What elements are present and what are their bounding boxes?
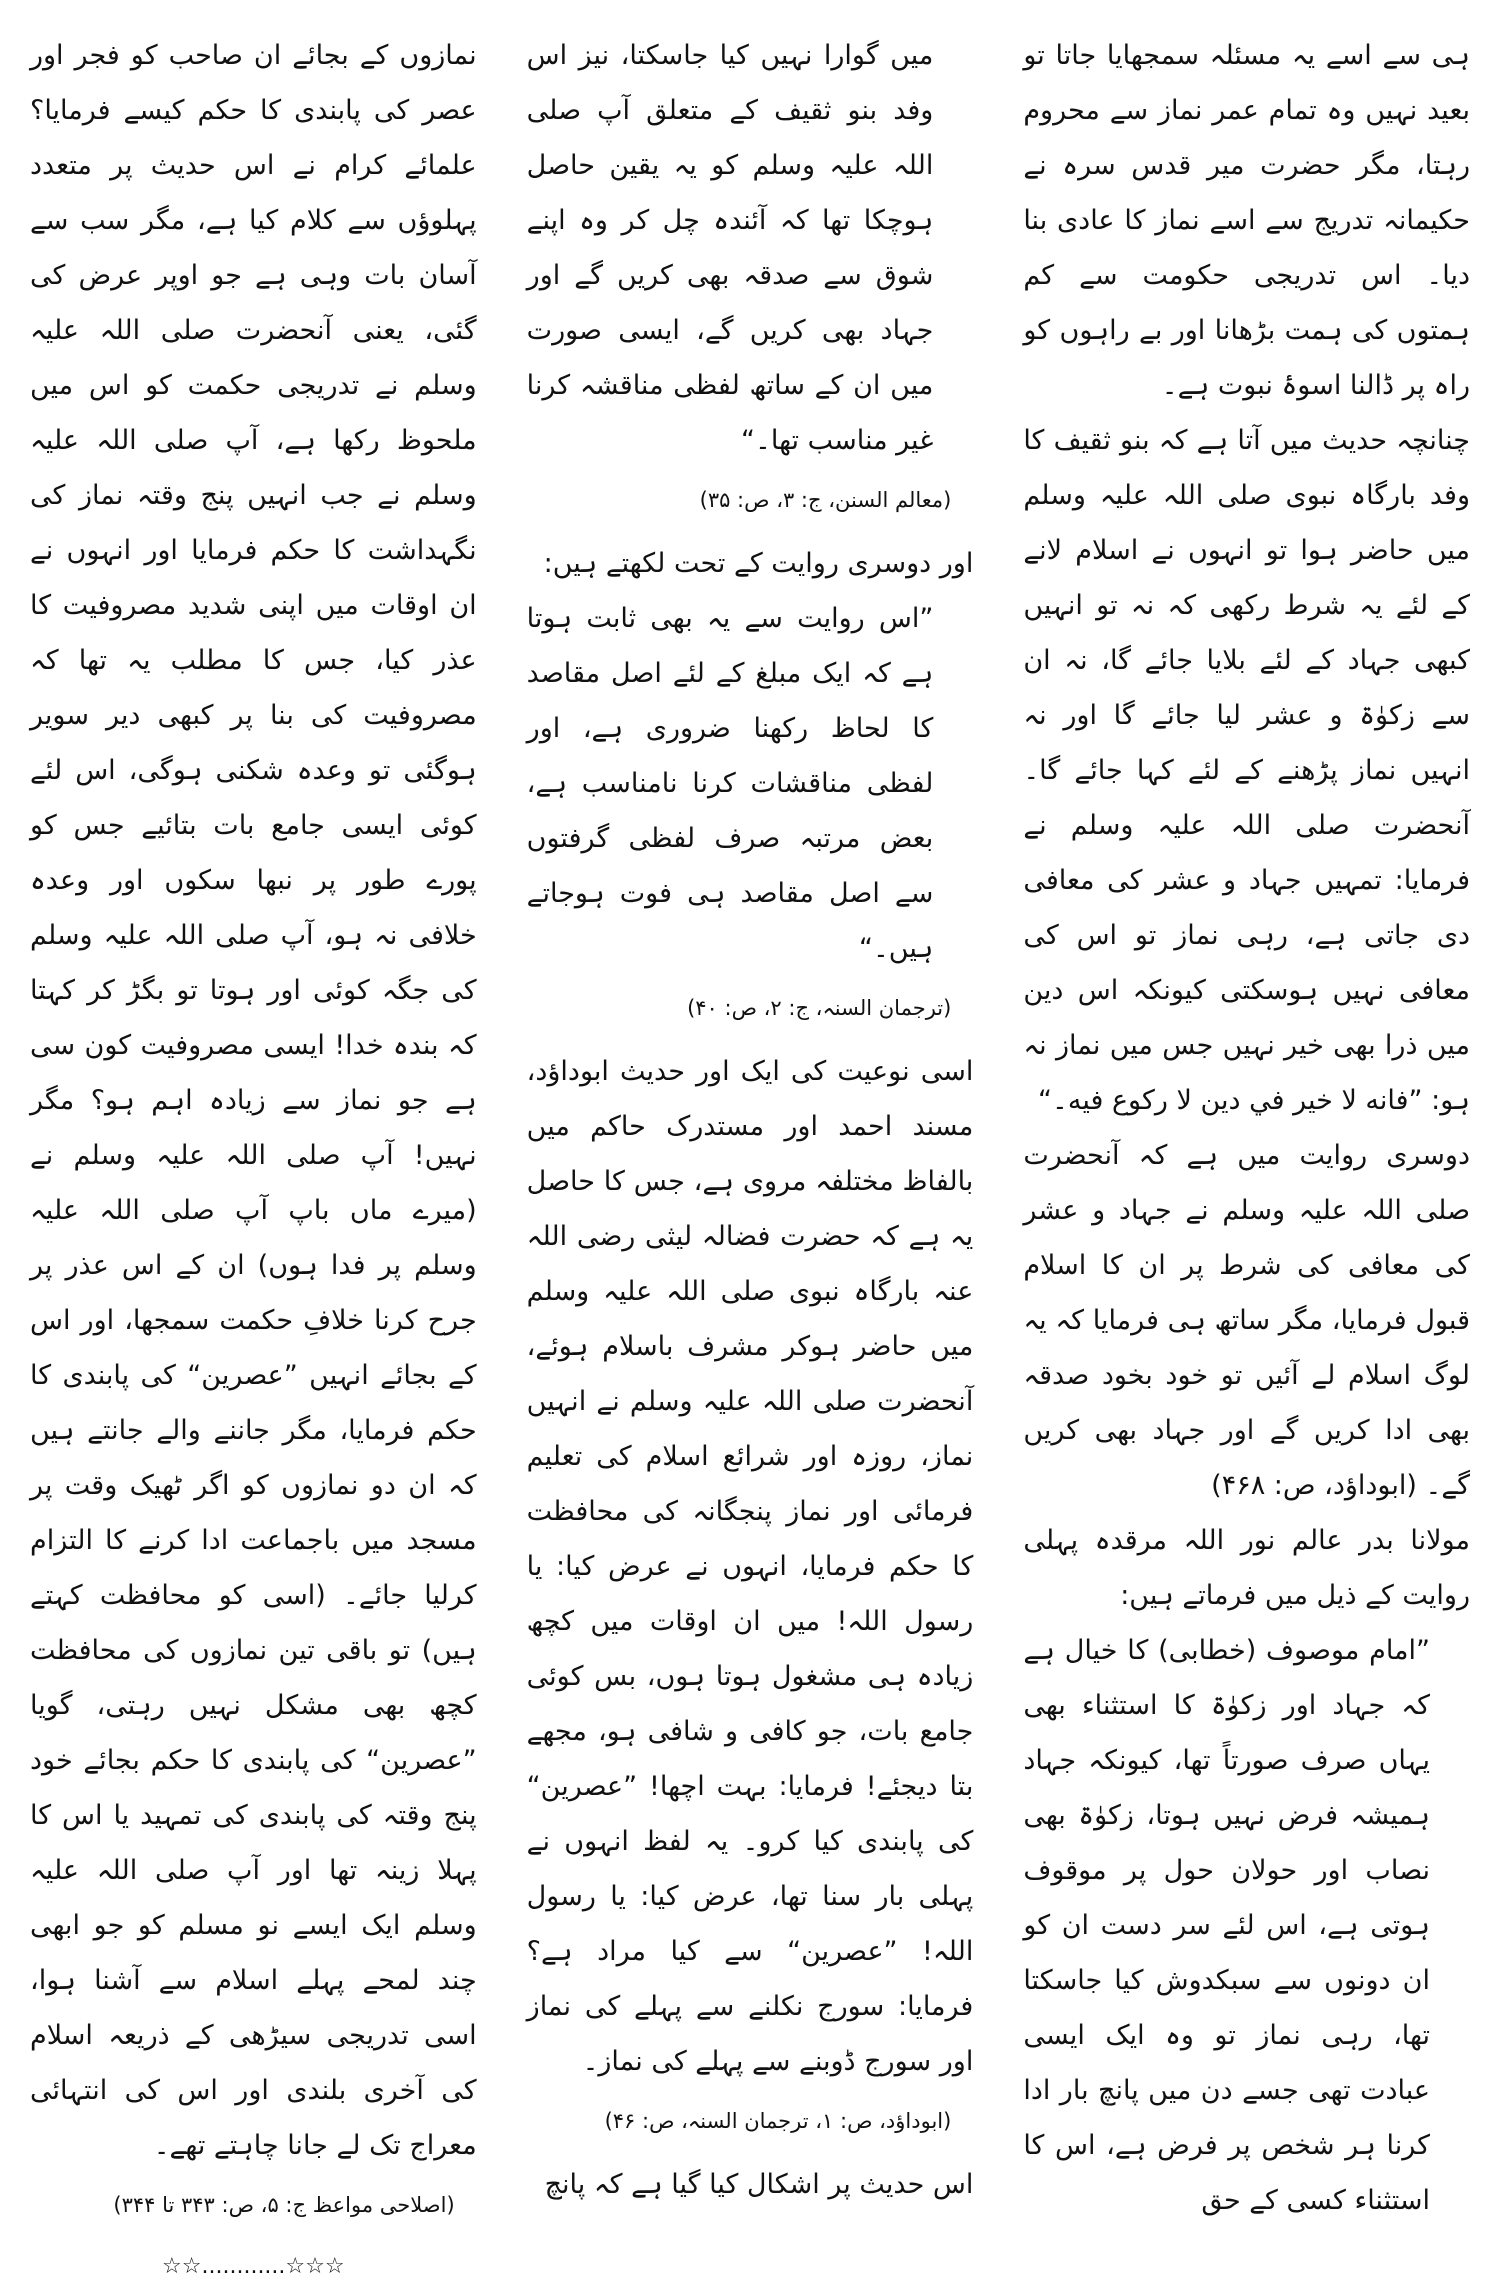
paragraph: مولانا بدر عالم نور اللہ مرقدہ پہلی روایت کے ذیل میں فرماتے ہیں:: [1023, 1525, 1470, 1611]
block-quote: ”امام موصوف (خطابی) کا خیال ہے کہ جہاد اور زکوٰۃ کا استثناء بھی یہاں صرف صورتاً تھا، کیونکہ جہاد ہمیشہ فرض نہیں ہوتا، زکوٰۃ بھی نصاب اور حولان حول پر موقوف ہوتی ہے، اس لئے سر دست ان کو ان دونوں سے سبکدوش کیا جاسکتا تھا، رہی نماز تو وہ ایک ایسی عبادت تھی جسے دن میں پانچ بار ادا کرنا ہر شخص پر فرض ہے، اس کا استثناء کسی کے حق: [1023, 1635, 1430, 2216]
reference-citation: (ترجمان السنہ، ج: ۲، ص: ۴۰): [687, 996, 952, 1020]
star-divider: ☆☆............☆☆☆: [162, 2254, 345, 2279]
column-left: [29, 28, 477, 2279]
paragraph: اور دوسری روایت کے تحت لکھتے ہیں:: [543, 548, 974, 579]
column-right: [1023, 28, 1470, 2216]
reference-citation: (اصلاحی مواعظ ج: ۵، ص: ۳۴۳ تا ۳۴۴): [113, 2193, 455, 2217]
paragraph: ہی سے اسے یہ مسئلہ سمجھایا جاتا تو بعید نہیں وہ تمام عمر نماز سے محروم رہتا، مگر حضرت میر قدس سرہ نے حکیمانہ تدریج سے اسے نماز کا عادی بنا دیا۔ اس تدریجی حکومت سے کم ہمتوں کی ہمت بڑھانا اور بے راہوں کو راہ پر ڈالنا اسوۂ نبوت ہے۔: [1023, 40, 1470, 401]
paragraph: دوسری روایت میں ہے کہ آنحضرت صلی اللہ علیہ وسلم نے جہاد و عشر کی معافی کی شرط پر ان کا اسلام قبول فرمایا، مگر ساتھ ہی فرمایا کہ یہ لوگ اسلام لے آئیں تو خود بخود صدقہ بھی ادا کریں گے اور جہاد بھی کریں گے۔ (ابوداؤد، ص: ۴۶۸): [1023, 1140, 1470, 1501]
column-middle: [526, 28, 974, 2200]
reference-citation: (معالم السنن، ج: ۳، ص: ۳۵): [699, 488, 952, 512]
paragraph: چنانچہ حدیث میں آتا ہے کہ بنو ثقیف کا وفد بارگاہ نبوی صلی اللہ علیہ وسلم میں حاضر ہوا تو انہوں نے اسلام لانے کے لئے یہ شرط رکھی کہ نہ تو انہیں کبھی جہاد کے لئے بلایا جائے گا، نہ ان سے زکوٰۃ و عشر لیا جائے گا اور نہ انہیں نماز پڑھنے کے لئے کہا جائے گا۔ آنحضرت صلی اللہ علیہ وسلم نے فرمایا: تمہیں جہاد و عشر کی معافی دی جاتی ہے، رہی نماز تو اس کی معافی نہیں ہوسکتی کیونکہ اس دین میں ذرا بھی خیر نہیں جس میں نماز نہ ہو: ”فانه لا خير في دين لا ركوع فيه۔“: [1023, 425, 1470, 1116]
reference-citation: (ابوداؤد، ص: ۱، ترجمان السنہ، ص: ۴۶): [604, 2109, 952, 2133]
text-columns: [29, 28, 1470, 2279]
paragraph: نمازوں کے بجائے ان صاحب کو فجر اور عصر کی پابندی کا حکم کیسے فرمایا؟ علمائے کرام نے اس حدیث پر متعدد پہلوؤں سے کلام کیا ہے، مگر سب سے آسان بات وہی ہے جو اوپر عرض کی گئی، یعنی آنحضرت صلی اللہ علیہ وسلم نے تدریجی حکمت کو اس میں ملحوظ رکھا ہے، آپ صلی اللہ علیہ وسلم نے جب انہیں پنج وقتہ نماز کی نگہداشت کا حکم فرمایا اور انہوں نے ان اوقات میں اپنی شدید مصروفیت کا عذر کیا، جس کا مطلب یہ تھا کہ مصروفیت کی بنا پر کبھی دیر سویر ہوگئی تو وعدہ شکنی ہوگی، اس لئے کوئی ایسی جامع بات بتائیے جس کو پورے طور پر نبھا سکوں اور وعدہ خلافی نہ ہو، آپ صلی اللہ علیہ وسلم کی جگہ کوئی اور ہوتا تو بگڑ کر کہتا کہ بندہ خدا! ایسی مصروفیت کون سی ہے جو نماز سے زیادہ اہم ہو؟ مگر نہیں! آپ صلی اللہ علیہ وسلم نے (میرے ماں باپ آپ صلی اللہ علیہ وسلم پر فدا ہوں) ان کے اس عذر پر جرح کرنا خلافِ حکمت سمجھا، اور اس کے بجائے انہیں ”عصرین“ کی پابندی کا حکم فرمایا، مگر جاننے والے جانتے ہیں کہ ان دو نمازوں کو اگر ٹھیک وقت پر مسجد میں باجماعت ادا کرنے کا التزام کرلیا جائے۔ (اسی کو محافظت کہتے ہیں) تو باقی تین نمازوں کی محافظت کچھ بھی مشکل نہیں رہتی، گویا ”عصرین“ کی پابندی کا حکم بجائے خود پنج وقتہ کی پابندی کی تمہید یا اس کا پہلا زینہ تھا اور آپ صلی اللہ علیہ وسلم ایک ایسے نو مسلم کو جو ابھی چند لمحے پہلے اسلام سے آشنا ہوا، اسی تدریجی سیڑھی کے ذریعہ اسلام کی آخری بلندی اور اس کی انتہائی معراج تک لے جانا چاہتے تھے۔: [29, 40, 477, 2161]
paragraph: اس حدیث پر اشکال کیا گیا ہے کہ پانچ: [544, 2169, 974, 2200]
block-quote: ”اس روایت سے یہ بھی ثابت ہوتا ہے کہ ایک مبلغ کے لئے اصل مقاصد کا لحاظ رکھنا ضروری ہے، اور لفظی مناقشات کرنا نامناسب ہے، بعض مرتبہ صرف لفظی گرفتوں سے اصل مقاصد ہی فوت ہوجاتے ہیں۔“: [526, 603, 934, 964]
paragraph: اسی نوعیت کی ایک اور حدیث ابوداؤد، مسند احمد اور مستدرک حاکم میں بالفاظ مختلفہ مروی ہے، جس کا حاصل یہ ہے کہ حضرت فضالہ لیثی رضی اللہ عنہ بارگاہ نبوی صلی اللہ علیہ وسلم میں حاضر ہوکر مشرف باسلام ہوئے، آنحضرت صلی اللہ علیہ وسلم نے انہیں نماز، روزہ اور شرائع اسلام کی تعلیم فرمائی اور نماز پنجگانہ کی محافظت کا حکم فرمایا، انہوں نے عرض کیا: یا رسول اللہ! میں ان اوقات میں کچھ زیادہ ہی مشغول ہوتا ہوں، بس کوئی جامع بات، جو کافی و شافی ہو، مجھے بتا دیجئے! فرمایا: بہت اچھا! ”عصرین“ کی پابندی کیا کرو۔ یہ لفظ انہوں نے پہلی بار سنا تھا، عرض کیا: یا رسول اللہ! ”عصرین“ سے کیا مراد ہے؟ فرمایا: سورج نکلنے سے پہلے کی نماز اور سورج ڈوبنے سے پہلے کی نماز۔: [526, 1056, 974, 2077]
block-quote: میں گوارا نہیں کیا جاسکتا، نیز اس وفد بنو ثقیف کے متعلق آپ صلی اللہ علیہ وسلم کو یہ یقین حاصل ہوچکا تھا کہ آئندہ چل کر وہ اپنے شوق سے صدقہ بھی کریں گے اور جہاد بھی کریں گے، ایسی صورت میں ان کے ساتھ لفظی مناقشہ کرنا غیر مناسب تھا۔“: [526, 40, 934, 456]
